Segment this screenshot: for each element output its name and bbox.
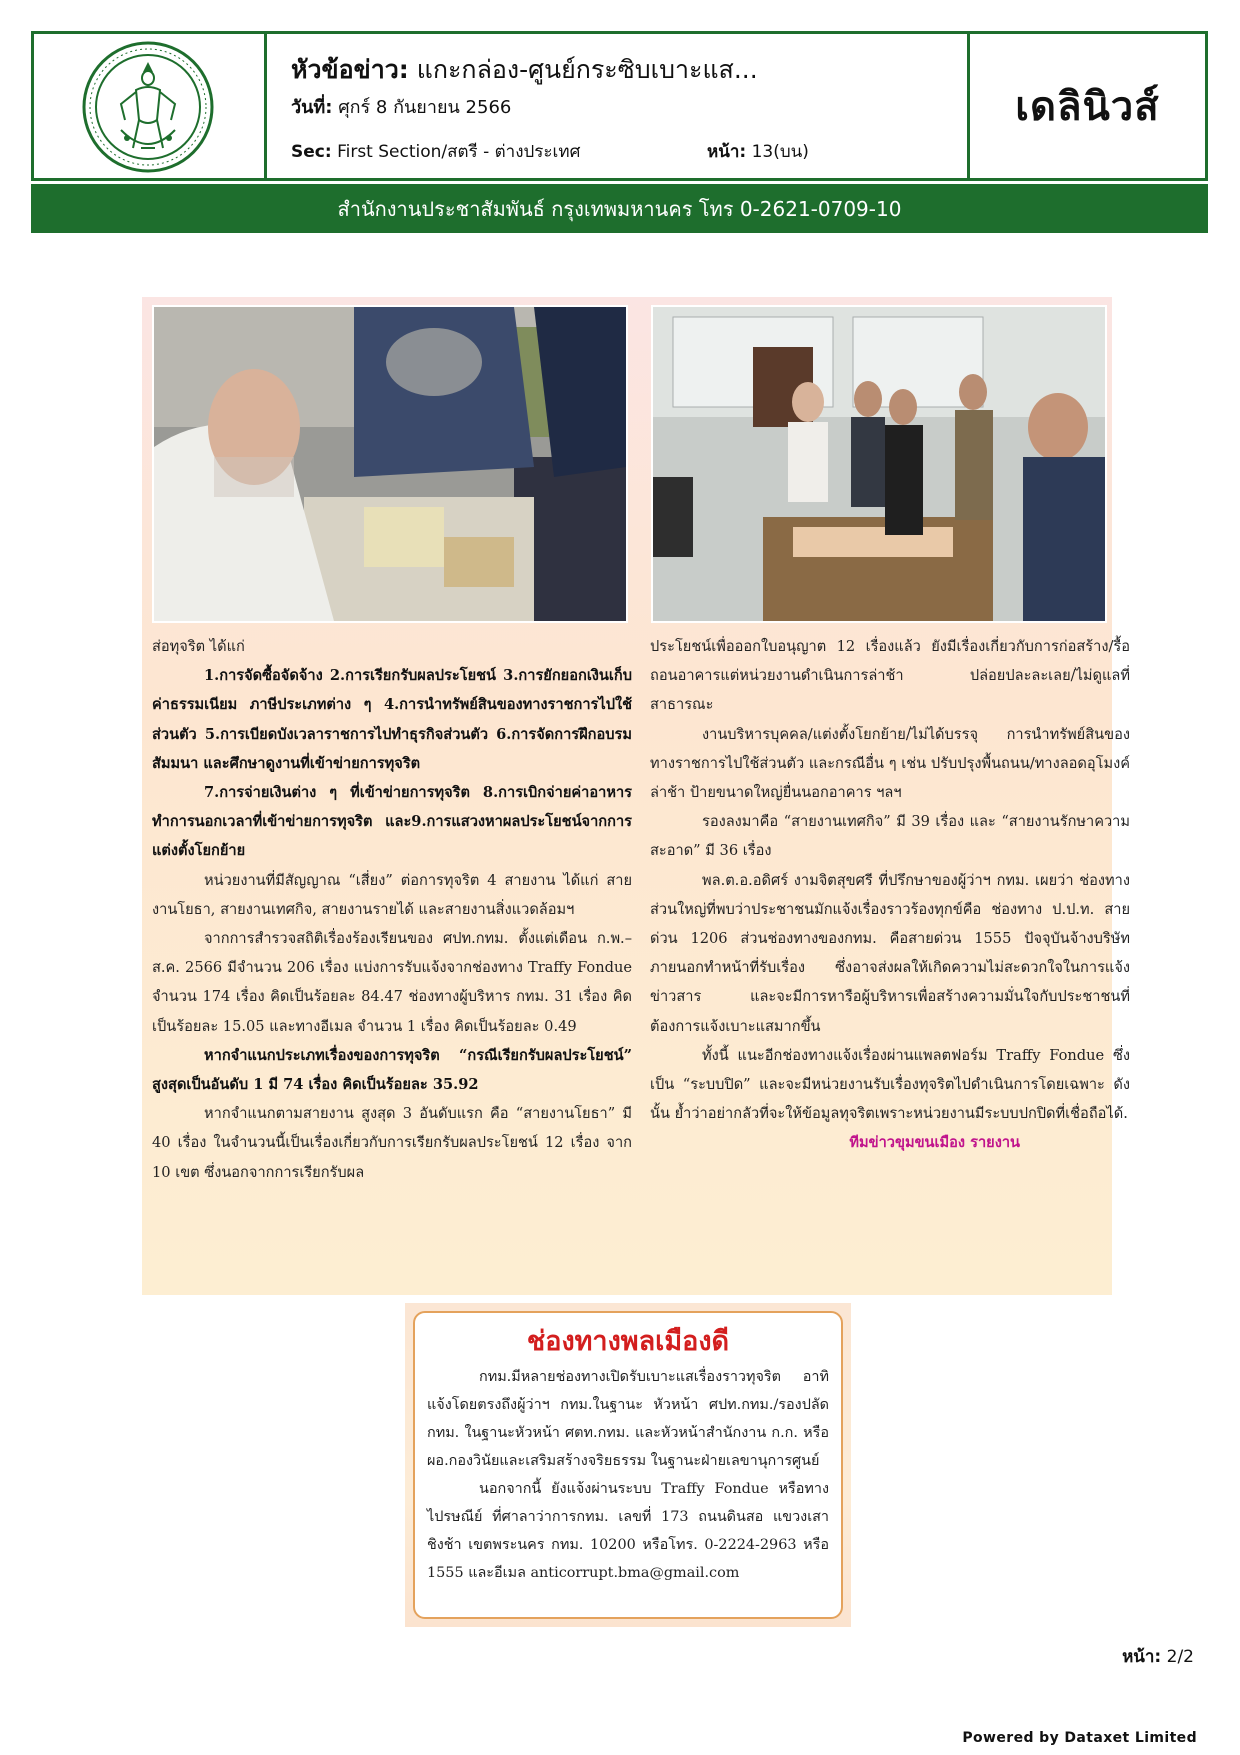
paragraph: 7.การจ่ายเงินต่าง ๆ ที่เข้าข่ายการทุจริต 8.การเบิกจ่ายค่าอาหารทำการนอกเวลาที่เข้าข่ายการทุจริต และ9.การแสวงหาผลประโยชน์จากการแต่งตั้งโยกย้าย: [152, 784, 632, 860]
sidebar-paragraph: กทม.มีหลายช่องทางเปิดรับเบาะแสเรื่องราวทุจริต อาทิ แจ้งโดยตรงถึงผู้ว่าฯ กทม.ในฐานะ หัวหน้า ศปท.กทม./รองปลัด กทม. ในฐานะหัวหน้า ศตท.กทม. และหัวหน้าสำนักงาน ก.ก. หรือ ผอ.กองวินัยและเสริมสร้างจริยธรรม ในฐานะฝ่ายเลขานุการศูนย์: [427, 1369, 829, 1469]
clip-info: [267, 34, 970, 178]
paragraph: ส่อทุจริต ได้แก่: [152, 638, 245, 655]
date-value: ศุกร์ 8 กันยายน 2566: [338, 97, 512, 118]
sidebar-paragraph: นอกจากนี้ ยังแจ้งผ่านระบบ Traffy Fondue หรือทางไปรษณีย์ ที่ศาลาว่าการกทม. เลขที่ 173 ถนนดินสอ แขวงเสาชิงช้า เขตพระนคร กทม. 10200 หรือโทร. 0-2224-2963 หรือ 1555 และอีเมล anticorrupt.bma@gmail.com: [427, 1481, 829, 1581]
byline: ทีมข่าวขุมขนเมือง รายงาน: [849, 1134, 1020, 1152]
headline-label: หัวข้อข่าว:: [291, 55, 409, 84]
powered-by: Powered by Dataxet Limited: [962, 1730, 1197, 1746]
paragraph: 1.การจัดซื้อจัดจ้าง 2.การเรียกรับผลประโยชน์ 3.การยักยอกเงินเก็บค่าธรรมเนียม ภาษีประเภทต่าง ๆ 4.การนำทรัพย์สินของทางราชการไปใช้ส่วนตัว 5.การเบียดบังเวลาราชการไปทำธุรกิจส่วนตัว 6.การจัดการฝึกอบรม สัมมนา และศึกษาดูงานที่เข้าข่ายการทุจริต: [152, 667, 632, 772]
paragraph: ประโยชน์เพื่อออกใบอนุญาต 12 เรื่องแล้ว ยังมีเรื่องเกี่ยวกับการก่อสร้าง/รื้อถอนอาคารแต่หน่วยงานดำเนินการล่าช้า ปล่อยปละละเลย/ไม่ดูแลที่สาธารณะ: [650, 638, 1130, 714]
paragraph: ทั้งนี้ แนะอีกช่องทางแจ้งเรื่องผ่านแพลตฟอร์ม Traffy Fondue ซึ่งเป็น “ระบบปิด” และจะมีหน่วยงานรับเรื่องทุจริตไปดำเนินการโดยเฉพาะ ดังนั้น ย้ำว่าอย่ากลัวที่จะให้ข้อมูลทุจริตเพราะหน่วยงานมีระบบปกปิดที่เชื่อถือได้.: [650, 1046, 1130, 1123]
publisher-cell: [970, 34, 1205, 178]
agency-bar: สำนักงานประชาสัมพันธ์ กรุงเทพมหานคร โทร 0-2621-0709-10: [31, 184, 1208, 233]
page-number-value: 2/2: [1166, 1647, 1194, 1667]
logo-cell: [34, 34, 267, 178]
paragraph: พล.ต.อ.อดิศร์ งามจิตสุขศรี ที่ปรึกษาของผู้ว่าฯ กทม. เผยว่า ช่องทางส่วนใหญ่ที่พบว่าประชาชนมักแจ้งเรื่องราวร้องทุกข์คือ ช่องทาง ป.ป.ท. สายด่วน 1206 ส่วนช่องทางของกทม. คือสายด่วน 1555 ปัจจุบันจ้างบริษัทภายนอกทำหน้าที่รับเรื่อง ซึ่งอาจส่งผลให้เกิดความไม่สะดวกใจในการแจ้งข่าวสาร และจะมีการหารือผู้บริหารเพื่อสร้างความมั่นใจกับประชาชนที่ต้องการแจ้งเบาะแสมากขึ้น: [650, 871, 1130, 1035]
header-box: [31, 31, 1208, 181]
sidebar-title: ช่องทางพลเมืองดี: [526, 1326, 730, 1357]
headline-line: [291, 50, 758, 90]
photo-officials-inspecting-documents: [154, 307, 626, 621]
section-line: [291, 138, 580, 165]
paragraph: งานบริหารบุคคล/แต่งตั้งโยกย้าย/ไม่ได้บรรจุ การนำทรัพย์สินของทางราชการไปใช้ส่วนตัว และกรณีอื่น ๆ เช่น ปรับปรุงพื้นถนน/ทางลอดอุโมงค์ล่าช้า ป้ายขนาดใหญ่ยื่นนอกอาคาร ฯลฯ: [650, 725, 1130, 802]
page-value: 13(บน): [751, 142, 809, 162]
page-label: หน้า:: [707, 142, 747, 162]
news-photo-left: [152, 305, 628, 623]
photo-office-raid: [653, 307, 1105, 621]
date-label: วันที่:: [291, 97, 333, 118]
page-number: [1122, 1643, 1194, 1670]
section-label: Sec:: [291, 142, 332, 162]
page-line: [707, 138, 809, 165]
section-value: First Section/สตรี - ต่างประเทศ: [337, 142, 581, 162]
page-number-label: หน้า:: [1122, 1647, 1162, 1667]
publisher-logo: เดลินิวส์: [1015, 84, 1160, 130]
news-photo-right: [651, 305, 1107, 623]
date-line: [291, 92, 511, 121]
paragraph: หน่วยงานที่มีสัญญาณ “เสี่ยง” ต่อการทุจริต 4 สายงาน ได้แก่ สายงานโยธา, สายงานเทศกิจ, สายงานรายได้ และสายงานสิ่งแวดล้อมฯ: [152, 871, 632, 918]
bma-seal-logo: [81, 40, 215, 174]
paragraph: หากจำแนกตามสายงาน สูงสุด 3 อันดับแรก คือ “สายงานโยธา” มี 40 เรื่อง ในจำนวนนี้เป็นเรื่องเกี่ยวกับการเรียกรับผลประโยชน์ 12 เรื่อง จาก 10 เขต ซึ่งนอกจากการเรียกรับผล: [152, 1105, 632, 1181]
article-column-1: [152, 632, 632, 1187]
headline: แกะกล่อง-ศูนย์กระซิบเบาะแส...: [416, 55, 758, 84]
sidebar-text: [427, 1363, 829, 1587]
clipping-header: [31, 31, 1208, 233]
paragraph: รองลงมาคือ “สายงานเทศกิจ” มี 39 เรื่อง และ “สายงานรักษาความสะอาด” มี 36 เรื่อง: [650, 813, 1130, 860]
article-column-2: [650, 632, 1130, 1158]
article-clipping: [142, 297, 1130, 1295]
paragraph: จากการสำรวจสถิติเรื่องร้องเรียนของ ศปท.กทม. ตั้งแต่เดือน ก.พ.–ส.ค. 2566 มีจำนวน 206 เรื่อง แบ่งการรับแจ้งจากช่องทาง Traffy Fondue จำนวน 174 เรื่อง คิดเป็นร้อยละ 84.47 ช่องทางผู้บริหาร กทม. 31 เรื่อง คิดเป็นร้อยละ 15.05 และทางอีเมล จำนวน 1 เรื่อง คิดเป็นร้อยละ 0.49: [152, 930, 632, 1035]
sidebar-frame: [413, 1311, 843, 1619]
sidebar-box: [405, 1303, 851, 1627]
paragraph: หากจำแนกประเภทเรื่องของการทุจริต “กรณีเรียกรับผลประโยชน์” สูงสุดเป็นอันดับ 1 มี 74 เรื่อง คิดเป็นร้อยละ 35.92: [152, 1046, 632, 1094]
